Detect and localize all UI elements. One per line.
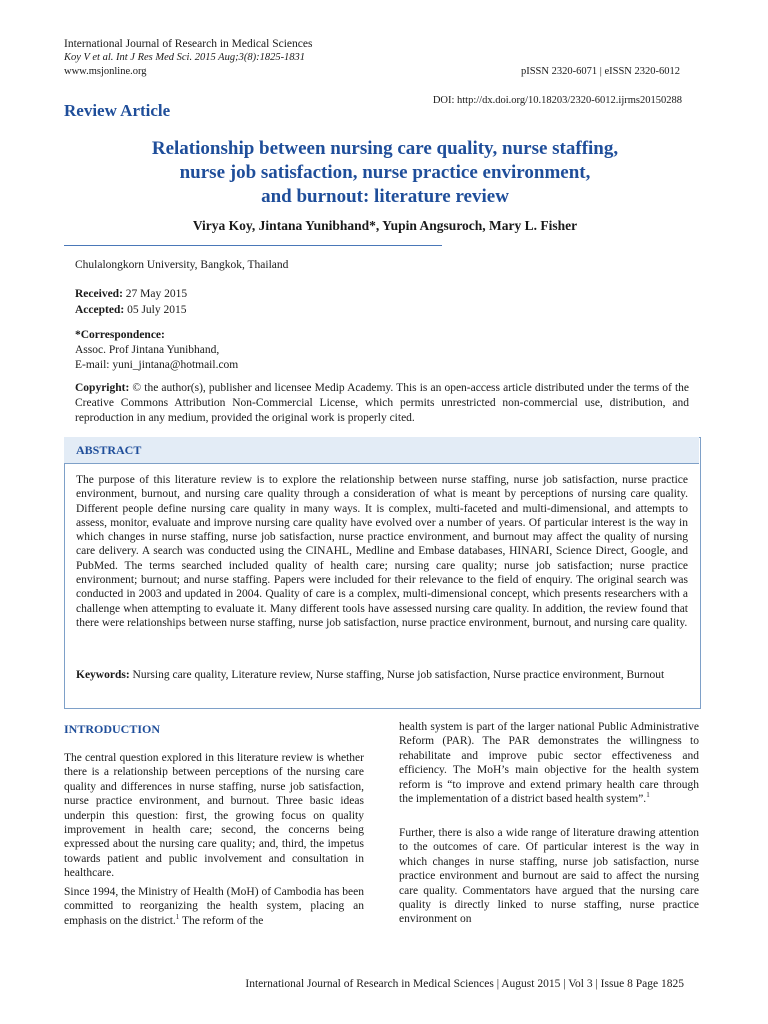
keywords-text: Nursing care quality, Literature review, Nurse staffing, Nurse job satisfaction, Nurse practice environment, Burnout <box>132 669 665 681</box>
reference-marker[interactable]: 1 <box>175 912 180 921</box>
accepted-value: 05 July 2015 <box>127 304 187 316</box>
correspondence-label: *Correspondence: <box>75 329 165 341</box>
correspondence <box>75 328 238 373</box>
issn: pISSN 2320-6071 | eISSN 2320-6012 <box>520 66 680 77</box>
intro-paragraph-2-text: Since 1994, the Ministry of Health (MoH) of Cambodia has been committed to reorganizing the health system, placing an emphasis on the district. <box>64 886 364 927</box>
abstract-heading: ABSTRACT <box>76 443 142 457</box>
intro-paragraph-3 <box>399 720 699 806</box>
keywords <box>76 668 688 682</box>
abstract-header <box>64 437 699 464</box>
affiliation: Chulalongkorn University, Bangkok, Thailand <box>75 259 289 271</box>
title-line: nurse job satisfaction, nurse practice environment, <box>179 162 591 183</box>
intro-paragraph-2-tail: The reform of the <box>179 914 264 927</box>
intro-paragraph-1: The central question explored in this literature review is whether there is a relationship between perceptions of the nursing care quality and differences in nurse staffing, nurse job satisfaction, nurse practice environment, and burnout. Three basic ideas underpin this question: first, the growing focus on quality improvement in health care; second, the concerns being expressed about the nursing care quality; and, third, the impetus towards patient and public involvement and consultation in healthcare. <box>64 752 364 880</box>
copyright-label: Copyright: <box>75 382 130 394</box>
title-line: Relationship between nursing care quality, nurse staffing, <box>151 138 619 159</box>
title-line: and burnout: literature review <box>261 186 509 207</box>
abstract-text: The purpose of this literature review is to explore the relationship between nurse staffing, nurse job satisfaction, nurse practice environment, burnout, and nursing care quality through a consideration of what is meant by perceptions of nursing care quality. Different people define nursing care quality in many ways. It is complex, multi-faceted and multi-dimensional, and attempts to assess, monitor, evaluate and improve nursing care quality have evolved over a number of years. Of particular interest is the way in which changes in nurse staffing, nurse job satisfaction, nurse practice environment, and burnout may affect the quality of nursing care delivery. A search was conducted using the CINAHL, Medline and Embase databases, HINARI, Science Direct, Google, and PubMed. The terms searched included quality of health care; nursing care quality; nurse job satisfaction; nurse practice environment; burnout; and nurse staffing. Papers were included for their relevance to the field of enquiry. The original search was conducted in 2003 and updated in 2004. Quality of care is a complex, multi-dimensional concept, which presents researchers with a challenge when attempting to evaluate it. Many different tools have assessed nursing care quality. In addition, the review found that there were relationships between nurse staffing, nurse job satisfaction, nurse practice environment, burnout, and nursing care quality. <box>76 474 688 629</box>
divider <box>64 245 442 246</box>
accepted-date <box>75 302 187 318</box>
citation: Koy V et al. Int J Res Med Sci. 2015 Aug;3(8):1825-1831 <box>64 52 306 63</box>
journal-name: International Journal of Research in Medical Sciences <box>64 38 313 50</box>
copyright-notice <box>75 381 689 426</box>
intro-paragraph-4: Further, there is also a wide range of literature drawing attention to the outcomes of care. Of particular interest is the way in which changes in nurse staffing, nurse job satisfaction, nurse practice environment and burnout are said to affect the nursing care quality. Commentators have argued that the nursing care quality is directly linked to nurse staffing, nurse practice environment on <box>399 827 699 926</box>
received-date <box>75 286 187 302</box>
copyright-text: © the author(s), publisher and licensee Medip Academy. This is an open-access article distributed under the terms of the Creative Commons Attribution Non-Commercial License, which permits unrestricted non-commercial use, distribution, and reproduction in any medium, provided the original work is properly cited. <box>75 382 690 424</box>
received-label: Received: <box>75 288 123 300</box>
doi-link[interactable]: DOI: http://dx.doi.org/10.18203/2320-6012.ijrms20150288 <box>432 95 682 106</box>
correspondence-name: Assoc. Prof Jintana Yunibhand, <box>75 344 220 356</box>
introduction-heading: INTRODUCTION <box>64 722 161 736</box>
correspondence-email[interactable]: E-mail: yuni_jintana@hotmail.com <box>75 359 239 371</box>
keywords-label: Keywords: <box>76 669 130 681</box>
reference-marker[interactable]: 1 <box>646 791 650 800</box>
dates <box>75 286 187 318</box>
accepted-label: Accepted: <box>75 304 125 316</box>
article-type: Review Article <box>64 101 171 120</box>
page-footer: International Journal of Research in Medical Sciences | August 2015 | Vol 3 | Issue 8 Page 1825 <box>245 978 684 990</box>
authors: Virya Koy, Jintana Yunibhand*, Yupin Angsuroch, Mary L. Fisher <box>192 218 578 233</box>
intro-paragraph-3-text: health system is part of the larger national Public Administrative Reform (PAR). The PAR demonstrates the willingness to rehabilitate and improve pubic sector effectiveness and efficiency. The MoH’s main objective for the health system reform is “to improve and extend primary health care through the implementation of a district based health system”. <box>399 721 699 806</box>
article-title <box>80 137 690 209</box>
received-value: 27 May 2015 <box>125 288 188 300</box>
intro-paragraph-2 <box>64 885 364 928</box>
journal-website[interactable]: www.msjonline.org <box>64 66 147 77</box>
